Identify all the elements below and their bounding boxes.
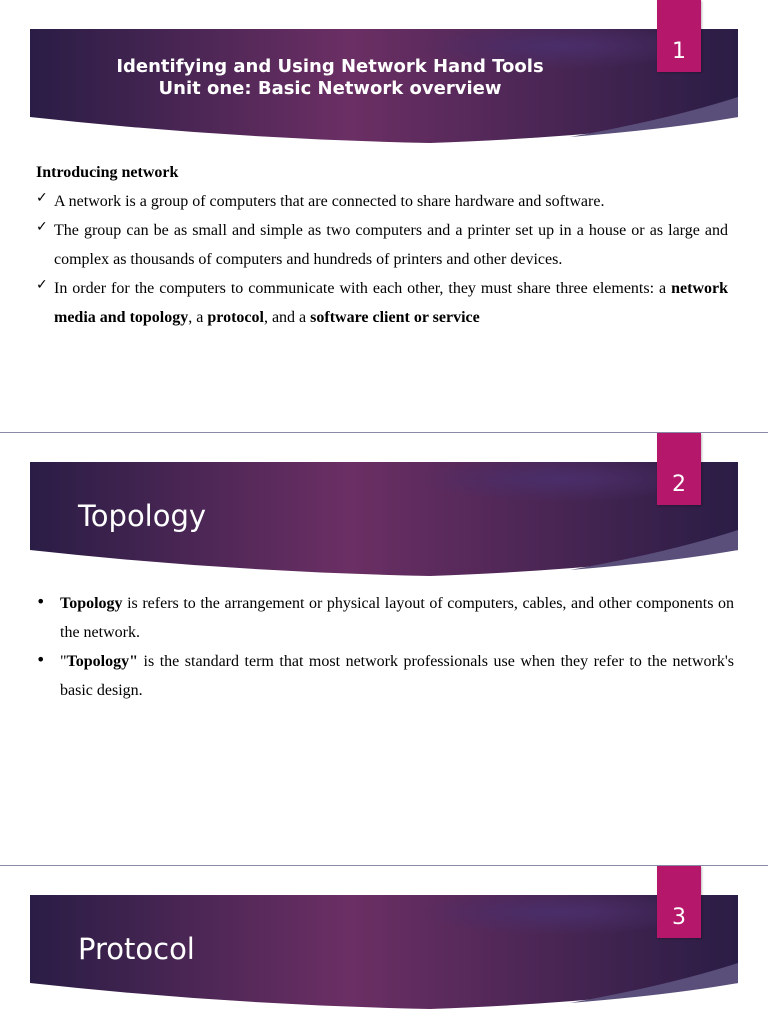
list-item xyxy=(36,274,728,332)
bullet-list xyxy=(36,589,734,705)
bullet-icon: • xyxy=(36,592,46,611)
check-list xyxy=(36,187,728,332)
list-item xyxy=(36,647,734,705)
item-text: , a xyxy=(188,309,208,326)
item-text: In order for the computers to communicate with each other, they must share three elements: a xyxy=(54,280,672,297)
item-text: " xyxy=(60,653,67,670)
item-bold-text: software client or service xyxy=(310,309,480,326)
section-heading: Introducing network xyxy=(36,164,179,181)
item-bold-text: network media and topology xyxy=(54,280,728,326)
slide-title xyxy=(30,56,630,100)
item-bold-text: Topology" xyxy=(66,653,138,670)
item-bold-text: Topology xyxy=(60,595,123,612)
list-item xyxy=(36,216,728,274)
title-line-2: Unit one: Basic Network overview xyxy=(158,78,502,99)
slide-number-badge: 1 xyxy=(657,0,701,72)
bullet-icon: • xyxy=(36,650,46,669)
item-text: , and a xyxy=(263,309,311,326)
item-text: is refers to the arrangement or physical layout of computers, cables, and other components on the network. xyxy=(60,595,734,641)
slide-number-badge: 2 xyxy=(657,433,701,505)
list-item xyxy=(36,589,734,647)
slide-number-badge: 3 xyxy=(657,866,701,938)
item-text: The group can be as small and simple as two computers and a printer set up in a house or as large and complex as thousands of computers and hundreds of printers and other devices. xyxy=(54,222,728,268)
slide-title: Protocol xyxy=(78,932,195,966)
item-text: A network is a group of computers that are connected to share hardware and software. xyxy=(54,193,605,210)
list-item xyxy=(36,187,728,216)
slide-title: Topology xyxy=(78,499,207,533)
item-bold-text: protocol xyxy=(207,309,264,326)
title-line-1: Identifying and Using Network Hand Tools xyxy=(116,56,544,77)
slide-1 xyxy=(0,0,768,432)
item-text: is the standard term that most network professionals use when they refer to the network's basic design. xyxy=(60,653,734,699)
check-icon: ✓ xyxy=(36,277,48,293)
check-icon: ✓ xyxy=(36,219,48,235)
check-icon: ✓ xyxy=(36,190,48,206)
slide-content xyxy=(36,589,734,705)
slide-3 xyxy=(0,866,768,1024)
slide-2 xyxy=(0,433,768,865)
slide-content xyxy=(36,158,728,332)
